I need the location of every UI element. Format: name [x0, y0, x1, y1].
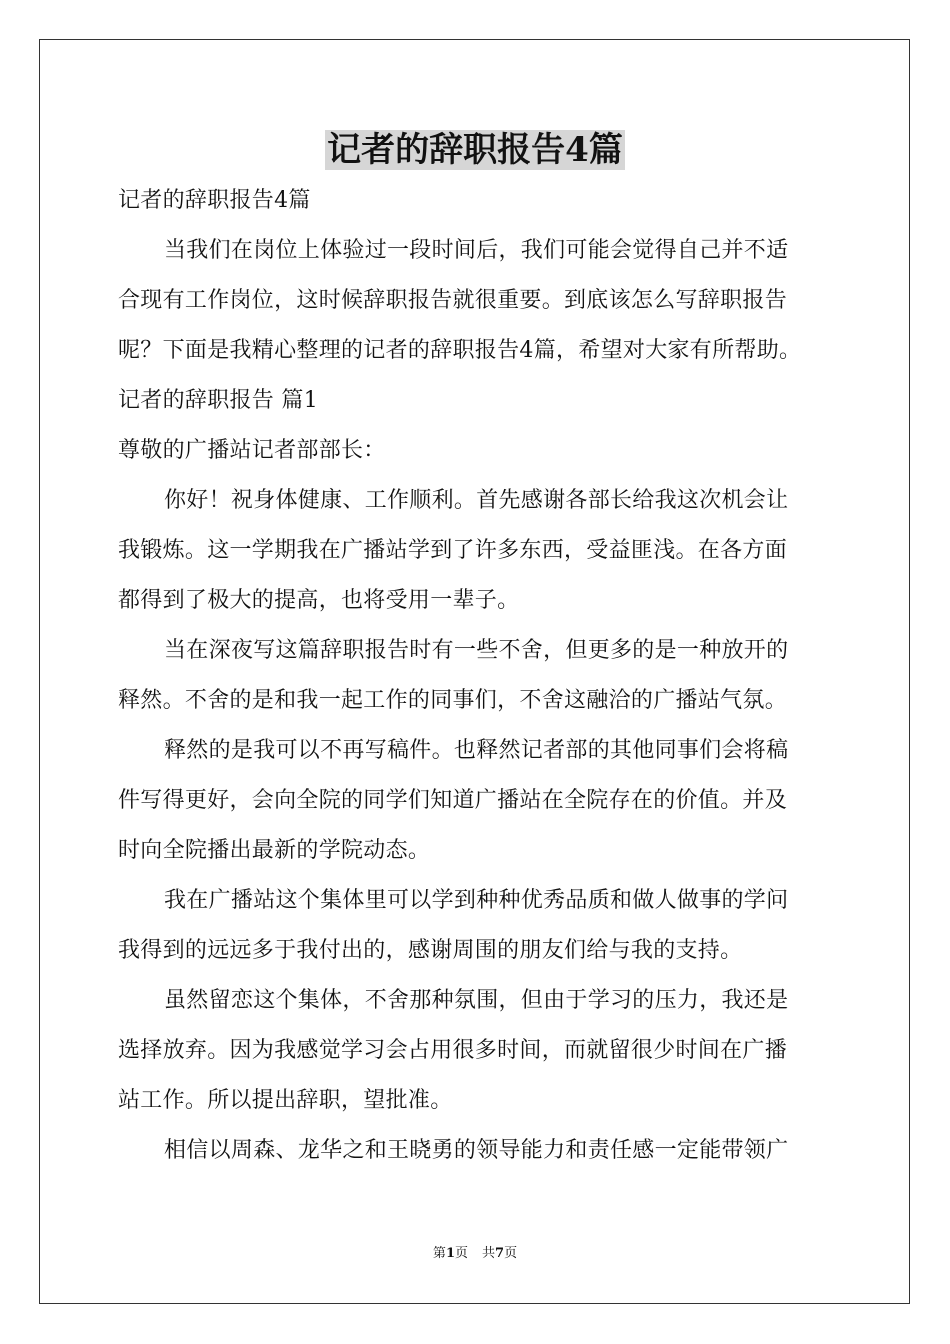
text-line: 我在广播站这个集体里可以学到种种优秀品质和做人做事的学问: [164, 888, 789, 913]
text-line: 站工作。所以提出辞职，望批准。: [118, 1088, 453, 1113]
text-line: 当在深夜写这篇辞职报告时有一些不舍，但更多的是一种放开的: [164, 638, 789, 663]
footer-page-total: 7: [495, 1246, 505, 1261]
text-line: 释然的是我可以不再写稿件。也释然记者部的其他同事们会将稿: [164, 738, 789, 763]
document-body: [118, 176, 840, 1176]
text-line: 尊敬的广播站记者部部长：: [118, 438, 386, 463]
text-line: 选择放弃。因为我感觉学习会占用很多时间，而就留很少时间在广播: [118, 1038, 788, 1063]
text-line: 当我们在岗位上体验过一段时间后，我们可能会觉得自己并不适: [164, 238, 789, 263]
text-line: 记者的辞职报告4篇: [118, 188, 311, 213]
document-title-text: 记者的辞职报告4篇: [327, 130, 623, 170]
text-line: 合现有工作岗位，这时候辞职报告就很重要。到底该怎么写辞职报告: [118, 288, 788, 313]
text-line: 件写得更好，会向全院的同学们知道广播站在全院存在的价值。并及: [118, 788, 788, 813]
footer-page-suffix: 页: [454, 1246, 468, 1261]
text-line: 呢？下面是我精心整理的记者的辞职报告4篇，希望对大家有所帮助。: [118, 338, 802, 363]
text-line: 你好！祝身体健康、工作顺利。首先感谢各部长给我这次机会让: [164, 488, 789, 513]
text-line: 虽然留恋这个集体，不舍那种氛围，但由于学习的压力，我还是: [164, 988, 789, 1013]
footer-total-prefix: 共: [482, 1246, 496, 1261]
text-line: 相信以周森、龙华之和王晓勇的领导能力和责任感一定能带领广: [164, 1138, 789, 1163]
document-title: [0, 128, 950, 172]
text-line: 都得到了极大的提高，也将受用一辈子。: [118, 588, 520, 613]
footer-page-current: 1: [445, 1246, 455, 1261]
text-line: 时向全院播出最新的学院动态。: [118, 838, 431, 863]
text-line: 我得到的远远多于我付出的，感谢周围的朋友们给与我的支持。: [118, 938, 743, 963]
text-line: 记者的辞职报告 篇1: [118, 388, 318, 413]
text-line: 释然。不舍的是和我一起工作的同事们，不舍这融洽的广播站气氛。: [118, 688, 788, 713]
page-footer: [0, 1244, 950, 1264]
footer-total-suffix: 页: [504, 1246, 518, 1261]
footer-page-prefix: 第: [432, 1246, 446, 1261]
text-line: 我锻炼。这一学期我在广播站学到了许多东西，受益匪浅。在各方面: [118, 538, 788, 563]
